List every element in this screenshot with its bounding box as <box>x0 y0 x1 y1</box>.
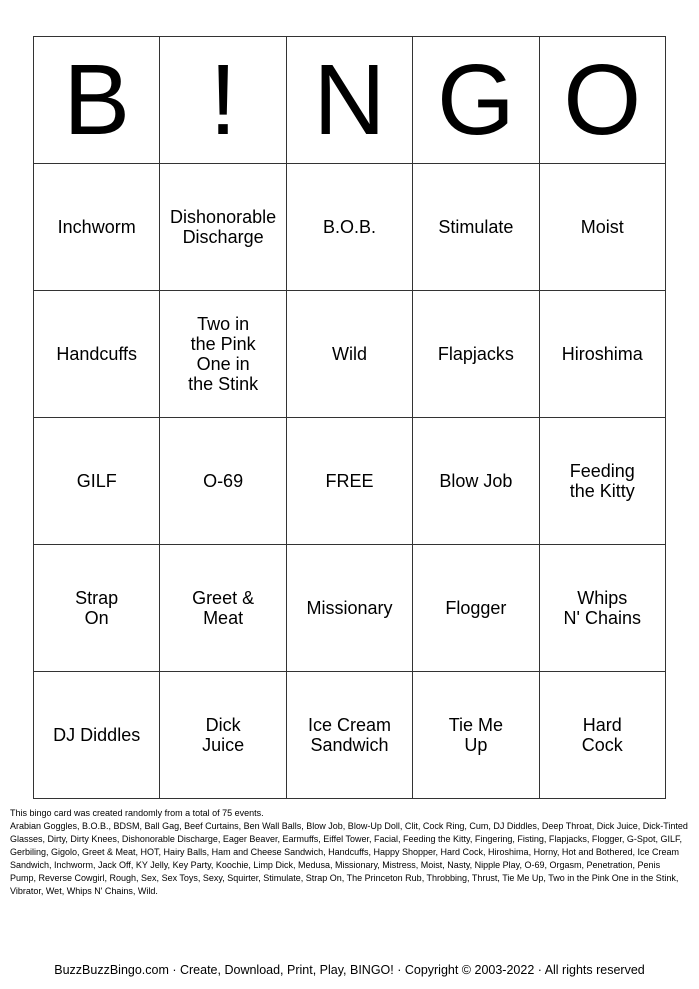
cell-text: Wild <box>331 344 367 364</box>
cell-text: Greet & Meat <box>192 588 255 628</box>
card-row <box>34 164 666 291</box>
card-cell <box>34 545 160 672</box>
cell-text: Ice Cream Sandwich <box>307 715 391 755</box>
cell-text: B.O.B. <box>322 217 376 237</box>
cell-text: Tie Me Up <box>448 715 504 755</box>
cell-text: Missionary <box>306 598 393 618</box>
free-space-cell <box>286 418 412 545</box>
header-letter: ! <box>160 37 286 164</box>
card-cell <box>160 291 286 418</box>
free-space-text: FREE <box>325 471 374 491</box>
cell-text: Strap On <box>75 588 119 628</box>
cell-text: Flapjacks <box>437 344 514 364</box>
cell-text: Hiroshima <box>561 344 643 364</box>
card-cell <box>286 672 412 799</box>
card-cell <box>539 291 665 418</box>
card-cell <box>286 164 412 291</box>
header-letter: G <box>413 37 539 164</box>
event-list: Arabian Goggles, B.O.B., BDSM, Ball Gag, Beef Curtains, Ben Wall Balls, Blow Job, Blow-Up Doll, Clit, Cock Ring, Cum, DJ Diddles, Deep Throat, Dick Juice, Dick-Tinted Glasses, Dirty, Dirty Knees, Dishonorable Discharge, Eager Beaver, Earmuffs, Eiffel Tower, Facial, Feeding the Kitty, Fingering, Fisting, Flapjacks, Flogger, G-Spot, GILF, Gerbiling, Gigolo, Greet & Meat, HOT, Hairy Balls, Ham and Cheese Sandwich, Handcuffs, Happy Shopper, Hard Cock, Hiroshima, Horny, Hot and Bothered, Ice Cream Sandwich, Inchworm, Jack Off, KY Jelly, Key Party, Koochie, Limp Dick, Medusa, Missionary, Mistress, Moist, Nasty, Nipple Play, O-69, Orgasm, Penetration, Penis Pump, Reverse Cowgirl, Rough, Sex, Sex Toys, Sexy, Squirter, Stimulate, Strap On, The Princeton Rub, Throbbing, Thrust, Tie Me Up, Two in the Pink One in the Stink, Vibrator, Wet, Whips N' Chains, Wild. <box>10 821 688 896</box>
cell-text: Moist <box>580 217 624 237</box>
cell-text: Flogger <box>445 598 507 618</box>
card-cell <box>413 545 539 672</box>
card-cell <box>539 672 665 799</box>
card-cell <box>286 291 412 418</box>
cell-text: Dick Juice <box>202 715 245 755</box>
card-cell <box>539 418 665 545</box>
card-row <box>34 418 666 545</box>
header-letter: N <box>286 37 412 164</box>
card-cell <box>34 291 160 418</box>
cell-text: Stimulate <box>438 217 514 237</box>
cell-text: Handcuffs <box>56 344 138 364</box>
cell-text: Feeding the Kitty <box>569 461 635 501</box>
cell-text: O-69 <box>203 471 244 491</box>
cell-text: DJ Diddles <box>53 725 141 745</box>
card-cell <box>160 672 286 799</box>
cell-text: Hard Cock <box>581 715 623 755</box>
card-row <box>34 545 666 672</box>
cell-text: GILF <box>76 471 117 491</box>
card-row <box>34 291 666 418</box>
card-cell <box>413 672 539 799</box>
cell-text: Two in the Pink One in the Stink <box>188 314 259 394</box>
card-cell <box>413 418 539 545</box>
card-cell <box>160 164 286 291</box>
header-letter: B <box>34 37 160 164</box>
cell-text: Inchworm <box>57 217 136 237</box>
bingo-card <box>33 36 666 799</box>
card-description <box>10 807 688 898</box>
card-cell <box>160 545 286 672</box>
card-cell <box>286 545 412 672</box>
card-cell <box>34 418 160 545</box>
card-cell <box>539 164 665 291</box>
card-cell <box>34 164 160 291</box>
card-cell <box>34 672 160 799</box>
card-cell <box>413 291 539 418</box>
card-cell <box>539 545 665 672</box>
header-letter: O <box>539 37 665 164</box>
footer-copyright: BuzzBuzzBingo.com · Create, Download, Print, Play, BINGO! · Copyright © 2003-2022 · All rights reserved <box>54 963 645 977</box>
cell-text: Blow Job <box>439 471 513 491</box>
header-row <box>34 37 666 164</box>
cell-text: Whips N' Chains <box>563 588 642 628</box>
description-intro: This bingo card was created randomly from a total of 75 events. <box>10 808 264 818</box>
cell-text: Dishonorable Discharge <box>170 207 277 247</box>
card-row <box>34 672 666 799</box>
card-cell <box>160 418 286 545</box>
card-cell <box>413 164 539 291</box>
